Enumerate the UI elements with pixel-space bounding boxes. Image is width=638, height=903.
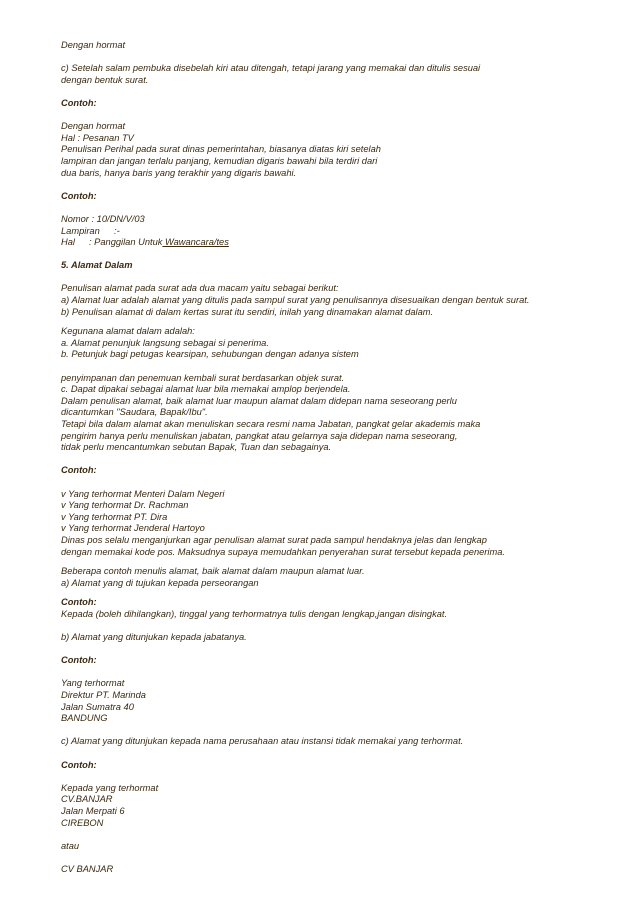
text-line: c) Setelah salam pembuka disebelah kiri atau ditengah, tetapi jarang yang memakai dan ditulis sesuai xyxy=(61,63,481,74)
address-line: Direktur PT. Marinda xyxy=(61,690,146,701)
address-line: Kepada yang terhormat xyxy=(61,782,159,793)
address-line: Yang terhormat xyxy=(61,678,125,689)
text-line: c) Alamat yang ditunjukan kepada nama perusahaan atau instansi tidak memakai yang terhormat. xyxy=(61,736,464,747)
text-line: dua baris, hanya baris yang terakhir yang digaris bawahi. xyxy=(61,167,297,178)
text-line: tidak perlu mencantumkan sebutan Bapak, Tuan dan sebagainya. xyxy=(61,442,332,453)
list-item: v Yang terhormat Jenderal Hartoyo xyxy=(61,523,205,534)
text-line: Dengan hormat xyxy=(61,40,126,50)
text-line: Tetapi bila dalam alamat akan menuliskan secara resmi nama Jabatan, pangkat gelar akademis maka xyxy=(61,419,481,429)
address-line: BANDUNG xyxy=(61,713,108,724)
document-page xyxy=(61,40,581,876)
field-value: :- xyxy=(114,225,120,236)
field-label: Hal xyxy=(61,237,75,248)
example-heading: Contoh: xyxy=(61,97,97,108)
text-line: Beberapa contoh menulis alamat, baik alamat dalam maupun alamat luar. xyxy=(61,566,365,577)
text-line: Kepada (boleh dihilangkan), tinggal yang terhormatnya tulis dengan lengkap,jangan disingkat. xyxy=(61,608,448,619)
text-line: a. Alamat penunjuk langsung sebagai si penerima. xyxy=(61,337,269,348)
text-line: atau xyxy=(61,840,80,851)
text-line: Nomor : 10/DN/V/03 xyxy=(61,213,145,224)
text-line: b) Alamat yang ditunjukan kepada jabatanya. xyxy=(61,632,247,643)
address-line: CV BANJAR xyxy=(61,863,114,874)
text-line xyxy=(61,226,581,238)
list-item: v Yang terhormat PT. Dira xyxy=(61,511,168,522)
address-line: Jalan Merpati 6 xyxy=(61,806,125,816)
field-label: Lampiran xyxy=(61,225,100,236)
address-line: Jalan Sumatra 40 xyxy=(61,701,134,712)
text-line: b) Penulisan alamat di dalam kertas surat itu sendiri, inilah yang dinamakan alamat dalam. xyxy=(61,306,434,317)
example-heading: Contoh: xyxy=(61,465,97,476)
text-line: Dinas pos selalu menganjurkan agar penulisan alamat surat pada sampul hendaknya jelas dan lengkap xyxy=(61,534,487,545)
text-line: a) Alamat luar adalah alamat yang ditulis pada sampul surat yang penulisannya disesuaikan dengan bentuk surat. xyxy=(61,295,530,306)
text-line: Dengan hormat xyxy=(61,121,126,132)
example-heading: Contoh: xyxy=(61,655,97,666)
text-line: dicantumkan "Saudara, Bapak/Ibu". xyxy=(61,407,208,418)
text-line: lampiran dan jangan terlalu panjang, kemudian digaris bawahi bila terdiri dari xyxy=(61,155,378,166)
text-line: Kegunana alamat dalam adalah: xyxy=(61,326,195,337)
text-line: Dalam penulisan alamat, baik alamat luar maupun alamat dalam didepan nama seseorang perlu xyxy=(61,395,457,406)
text-line: Penulisan alamat pada surat ada dua macam yaitu sebagai berikut: xyxy=(61,283,339,294)
text-line: dengan memakai kode pos. Maksudnya supaya memudahkan penyerahan surat tersebut kepada penerima. xyxy=(61,546,505,557)
text-line xyxy=(61,237,581,249)
text-line: Penulisan Perihal pada surat dinas pemerintahan, biasanya diatas kiri setelah xyxy=(61,144,381,155)
text-line: c. Dapat dipakai sebagai alamat luar bila memakai amplop berjendela. xyxy=(61,384,351,395)
example-heading: Contoh: xyxy=(61,190,97,201)
field-value: : Panggilan Untuk xyxy=(89,237,163,248)
text-line: pengirim hanya perlu menuliskan jabatan, pangkat atau gelarnya saja didepan nama seseorang, xyxy=(61,430,458,441)
text-line: a) Alamat yang di tujukan kepada perseorangan xyxy=(61,577,259,588)
address-line: CIREBON xyxy=(61,817,104,828)
text-line: Hal : Pesanan TV xyxy=(61,132,134,143)
list-item: v Yang terhormat Dr. Rachman xyxy=(61,500,189,511)
underlined-text: Wawancara/tes xyxy=(162,237,229,248)
text-line: b. Petunjuk bagi petugas kearsipan, sehubungan dengan adanya sistem xyxy=(61,349,359,360)
address-line: CV.BANJAR xyxy=(61,794,113,805)
example-heading: Contoh: xyxy=(61,759,97,770)
text-line: dengan bentuk surat. xyxy=(61,74,149,85)
list-item: v Yang terhormat Menteri Dalam Negeri xyxy=(61,488,225,499)
section-heading: 5. Alamat Dalam xyxy=(61,260,133,271)
text-line: penyimpanan dan penemuan kembali surat berdasarkan objek surat. xyxy=(61,372,345,383)
example-heading: Contoh: xyxy=(61,597,97,608)
